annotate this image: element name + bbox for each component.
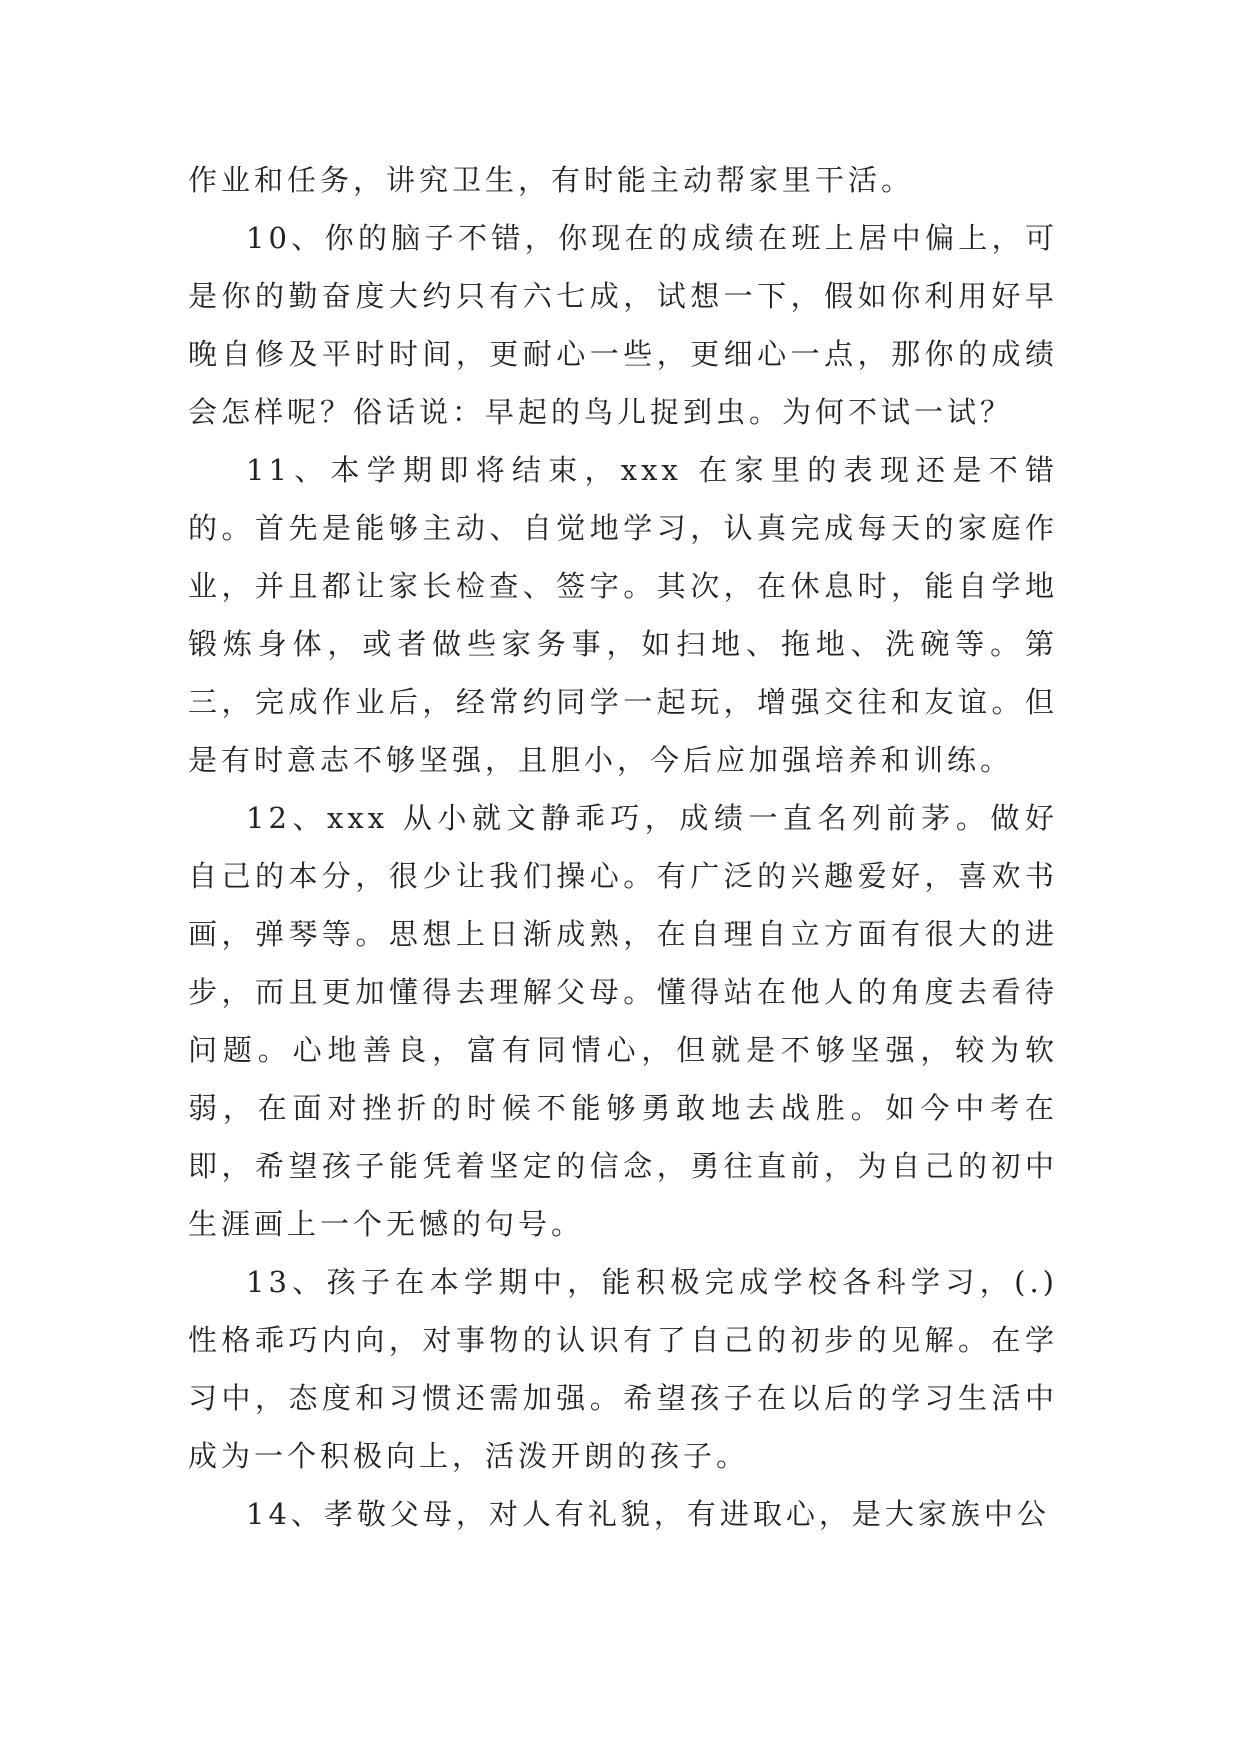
paragraph-item-13: 13、孩子在本学期中，能积极完成学校各科学习，(.)性格乖巧内向，对事物的认识有了自己的初步的见解。在学习中，态度和习惯还需加强。希望孩子在以后的学习生活中成为一个积极向上，活泼开朗的孩子。 xyxy=(188,1265,1058,1473)
document-body xyxy=(188,151,1058,1543)
paragraph-item-11: 11、本学期即将结束，xxx 在家里的表现还是不错的。首先是能够主动、自觉地学习，认真完成每天的家庭作业，并且都让家长检查、签字。其次，在休息时，能自学地锻炼身体，或者做些家务事，如扫地、拖地、洗碗等。第三，完成作业后，经常约同学一起玩，增强交往和友谊。但是有时意志不够坚强，且胆小，今后应加强培养和训练。 xyxy=(188,453,1058,777)
paragraph-item-10: 10、你的脑子不错，你现在的成绩在班上居中偏上，可是你的勤奋度大约只有六七成，试想一下，假如你利用好早晚自修及平时时间，更耐心一些，更细心一点，那你的成绩会怎样呢？俗话说：早起的鸟儿捉到虫。为何不试一试？ xyxy=(188,221,1058,429)
paragraph-item-12: 12、xxx 从小就文静乖巧，成绩一直名列前茅。做好自己的本分，很少让我们操心。有广泛的兴趣爱好，喜欢书画，弹琴等。思想上日渐成熟，在自理自立方面有很大的进步，而且更加懂得去理解父母。懂得站在他人的角度去看待问题。心地善良，富有同情心，但就是不够坚强，较为软弱，在面对挫折的时候不能够勇敢地去战胜。如今中考在即，希望孩子能凭着坚定的信念，勇往直前，为自己的初中生涯画上一个无憾的句号。 xyxy=(188,801,1058,1241)
paragraph-continuation: 作业和任务，讲究卫生，有时能主动帮家里干活。 xyxy=(188,163,915,197)
paragraph-item-14: 14、孝敬父母，对人有礼貌，有进取心，是大家族中公 xyxy=(246,1497,1050,1531)
